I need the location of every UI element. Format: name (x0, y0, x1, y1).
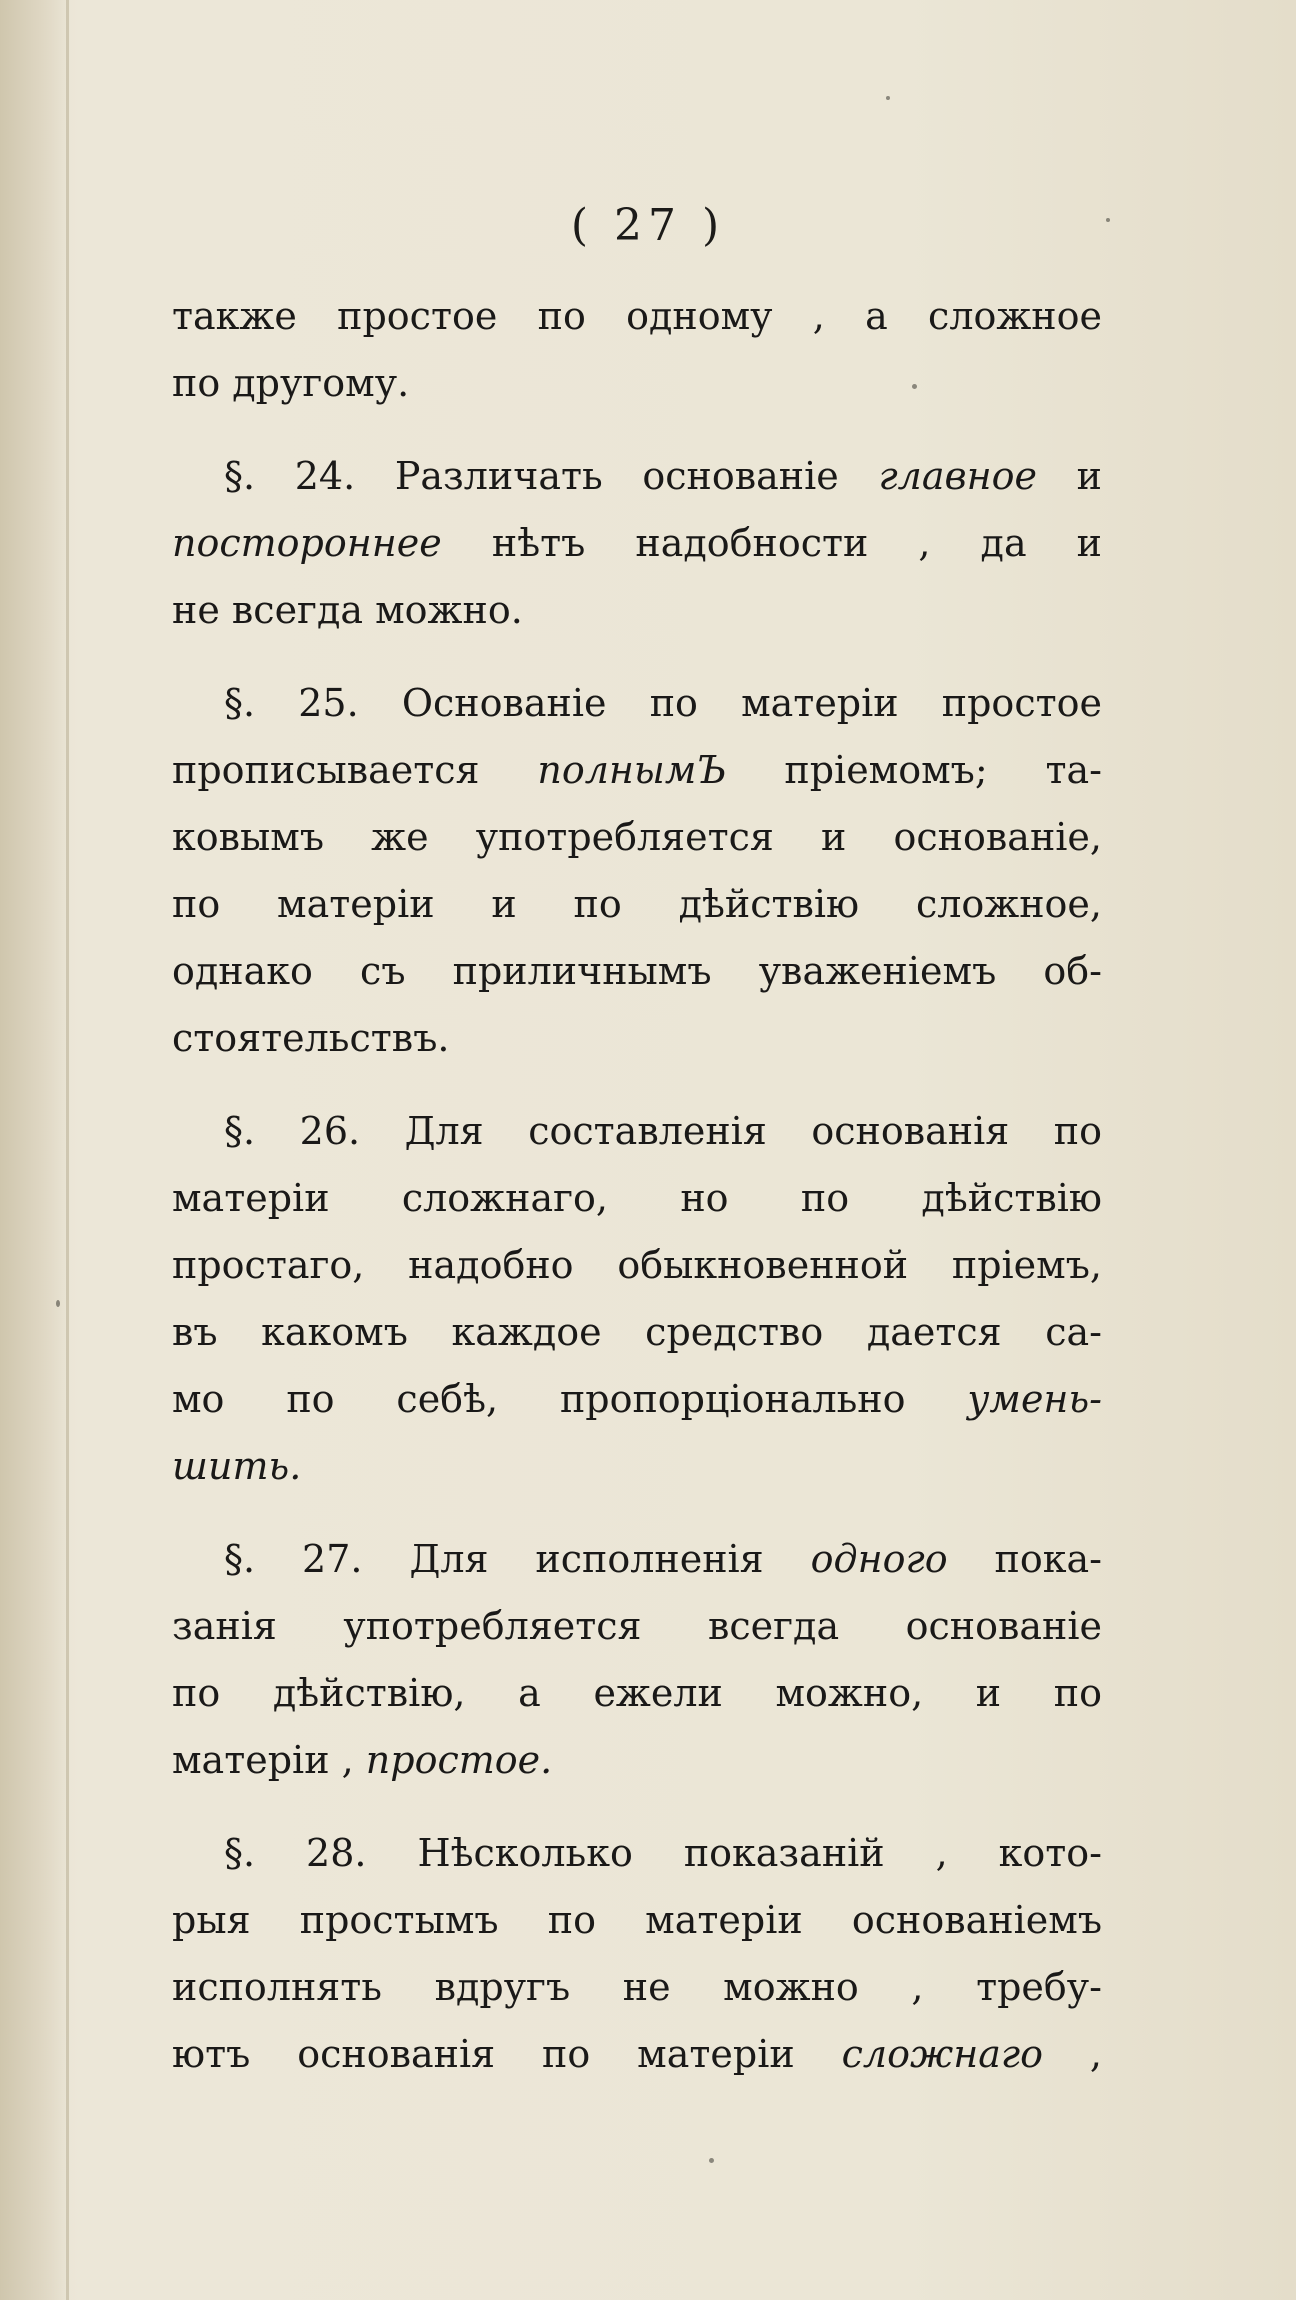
paragraph-25-line: по матеріи и по дѣйствію сложное, (172, 882, 1102, 926)
paragraph-26-line: мо по себѣ, пропорціонально умень- (172, 1377, 1102, 1421)
paragraph-26-line: матеріи сложнаго, но по дѣйствію (172, 1176, 1102, 1220)
paragraph-25-line: стоятельствъ. (172, 1016, 450, 1060)
paragraph-27-line: матеріи , простое. (172, 1738, 553, 1782)
paragraph-28-line: ютъ основанія по матеріи сложнаго , (172, 2032, 1102, 2076)
paragraph-26-line: шить. (172, 1444, 302, 1488)
paragraph-26-line: §. 26. Для составленія основанія по (224, 1109, 1102, 1153)
paragraph-28-line: исполнять вдругъ не можно , требу- (172, 1965, 1102, 2009)
paragraph-25-line: ковымъ же употребляется и основаніе, (172, 815, 1102, 859)
page-body (172, 283, 1102, 2088)
text-line: также простое по одному , а сложное (172, 294, 1102, 338)
paragraph-24-line: не всегда можно. (172, 588, 523, 632)
paragraph-24-line: постороннее нѣтъ надобности , да и (172, 521, 1102, 565)
paragraph-25-line: прописывается полнымЪ пріемомъ; та- (172, 748, 1102, 792)
page-spine-shadow (0, 0, 70, 2300)
paragraph-28-line: §. 28. Нѣсколько показаній , кото- (224, 1831, 1102, 1875)
paragraph-28-line: рыя простымъ по матеріи основаніемъ (172, 1898, 1102, 1942)
paragraph-26-line: въ какомъ каждое средство дается са- (172, 1310, 1102, 1354)
paper-speck (1106, 218, 1110, 222)
paragraph-27-line: §. 27. Для исполненія одного пока- (224, 1537, 1102, 1581)
paragraph-27-line: по дѣйствію, а ежели можно, и по (172, 1671, 1102, 1715)
text-line: по другому. (172, 361, 410, 405)
paragraph-26-line: простаго, надобно обыкновенной пріемъ, (172, 1243, 1102, 1287)
paragraph-25-line: однако съ приличнымъ уваженіемъ об- (172, 949, 1102, 993)
paper-speck (886, 96, 890, 100)
paper-speck (709, 2158, 714, 2163)
paper-speck (912, 384, 917, 389)
paragraph-25-line: §. 25. Основаніе по матеріи простое (224, 681, 1102, 725)
page-gutter-line (66, 0, 69, 2300)
paragraph-24-line: §. 24. Различать основаніе главное и (224, 454, 1102, 498)
paper-speck (56, 1300, 60, 1307)
page-number: ( 27 ) (570, 200, 726, 251)
paragraph-27-line: занія употребляется всегда основаніе (172, 1604, 1102, 1648)
